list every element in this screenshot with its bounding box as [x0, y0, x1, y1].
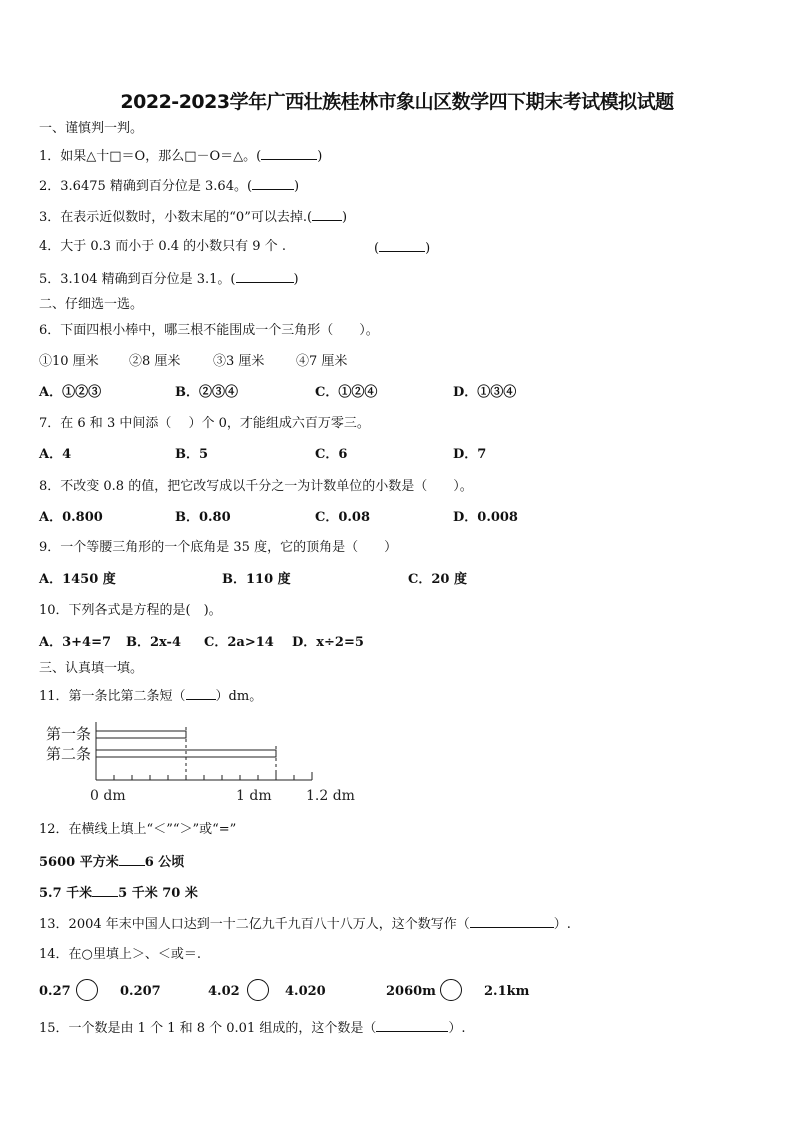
question-10: 10．下列各式是方程的是( )。 [39, 603, 222, 618]
stick-3: ③3 厘米 [213, 354, 265, 369]
q7-option-b[interactable]: B．5 [175, 447, 209, 462]
q14-pair-1-right: 0.207 [120, 984, 161, 999]
answer-blank[interactable] [92, 884, 118, 897]
question-11: 11．第一条比第二条短（ ）dm。 [39, 689, 263, 704]
question-13-text: 13．2004 年末中国人口达到一十二亿九千九百八十八万人，这个数写作（ [39, 917, 470, 932]
tick-label-one: 1 dm [236, 788, 272, 804]
page-title: 2022-2023学年广西壮族桂林市象山区数学四下期末考试模拟试题 [120, 91, 674, 113]
question-12: 12．在横线上填上“＜”“＞”或“=” [39, 822, 237, 837]
question-5-text: 5．3.104 精确到百分位是 3.1。( [39, 272, 236, 287]
question-3-text: 3．在表示近似数时，小数末尾的“0”可以去掉.( [39, 210, 313, 225]
q9-option-a[interactable]: A．1450 度 [39, 572, 116, 587]
answer-blank[interactable] [312, 208, 342, 221]
first-bar [96, 731, 186, 738]
answer-blank[interactable] [236, 270, 294, 283]
section-heading-3: 三、认真填一填。 [39, 661, 144, 676]
question-15-text: 15．一个数是由 1 个 1 和 8 个 0.01 组成的，这个数是（ [39, 1021, 377, 1036]
q8-option-b[interactable]: B．0.80 [175, 510, 231, 525]
question-9: 9．一个等腰三角形的一个底角是 35 度，它的顶角是（ ） [39, 540, 398, 555]
q14-pair-3-right: 2.1km [484, 984, 530, 999]
q6-option-d[interactable]: D．①③④ [453, 385, 517, 400]
q7-option-c[interactable]: C．6 [315, 447, 348, 462]
question-15: 15．一个数是由 1 个 1 和 8 个 0.01 组成的，这个数是（ ）. [39, 1021, 466, 1036]
answer-blank[interactable] [186, 687, 216, 700]
question-8: 8．不改变 0.8 的值，把它改写成以千分之一为计数单位的小数是（ ）。 [39, 479, 473, 494]
tick-label-zero: 0 dm [90, 788, 126, 804]
q10-option-d[interactable]: D．x÷2=5 [292, 635, 364, 650]
question-3: 3．在表示近似数时，小数末尾的“0”可以去掉.( ) [39, 210, 348, 225]
answer-blank[interactable] [470, 915, 554, 928]
question-2-text: 2．3.6475 精确到百分位是 3.64。( [39, 179, 253, 194]
question-7: 7．在 6 和 3 中间添（ ）个 0，才能组成六百万零三。 [39, 416, 370, 431]
q7-option-d[interactable]: D．7 [453, 447, 487, 462]
length-comparison-figure [40, 718, 355, 808]
section-heading-1: 一、谨慎判一判。 [39, 121, 144, 136]
q9-option-b[interactable]: B．110 度 [222, 572, 291, 587]
q8-option-a[interactable]: A．0.800 [39, 510, 103, 525]
question-4 [39, 239, 286, 255]
q10-option-a[interactable]: A．3+4=7 [39, 635, 112, 650]
label-second-bar: 第二条 [46, 745, 92, 763]
label-first-bar: 第一条 [46, 725, 92, 743]
q7-option-a[interactable]: A．4 [39, 447, 72, 462]
question-14: 14．在○里填上＞、＜或＝. [39, 947, 202, 962]
compare-circle-3[interactable] [440, 979, 462, 1001]
question-13: 13．2004 年末中国人口达到一十二亿九千九百八十八万人，这个数写作（ ）. [39, 917, 571, 932]
tick-label-end: 1.2 dm [306, 788, 355, 804]
answer-blank[interactable] [261, 147, 317, 160]
question-5: 5．3.104 精确到百分位是 3.1。( ) [39, 272, 299, 287]
compare-circle-1[interactable] [76, 979, 98, 1001]
q10-option-c[interactable]: C．2a>14 [204, 635, 274, 650]
q14-pair-1-left: 0.27 [39, 984, 71, 999]
q9-option-c[interactable]: C．20 度 [408, 572, 467, 587]
q12-line-2: 5.7 千米 5 千米 70 米 [39, 886, 198, 901]
question-6: 6．下面四根小棒中，哪三根不能围成一个三角形（ ）。 [39, 323, 379, 338]
q6-option-b[interactable]: B．②③④ [175, 385, 238, 400]
section-heading-2: 二、仔细选一选。 [39, 297, 144, 312]
q8-option-d[interactable]: D．0.008 [453, 510, 518, 525]
question-4-answer: ( ) [374, 241, 431, 256]
compare-circle-2[interactable] [247, 979, 269, 1001]
answer-blank[interactable] [252, 177, 294, 190]
answer-blank[interactable] [119, 853, 145, 866]
q14-pair-2-right: 4.020 [285, 984, 326, 999]
answer-blank[interactable] [376, 1019, 448, 1032]
q6-option-c[interactable]: C．①②④ [315, 385, 378, 400]
q12-line-1: 5600 平方米 6 公顷 [39, 855, 185, 870]
q14-pair-2-left: 4.02 [208, 984, 240, 999]
question-4-text: 4．大于 0.3 而小于 0.4 的小数只有 9 个 . [39, 239, 286, 254]
question-11-text: 11．第一条比第二条短（ [39, 689, 186, 704]
q14-pair-3-left: 2060m [386, 984, 436, 999]
q6-option-a[interactable]: A．①②③ [39, 385, 102, 400]
q10-option-b[interactable]: B．2x-4 [126, 635, 181, 650]
question-1-text: 1．如果△十□＝O，那么□－O＝△。( [39, 149, 262, 164]
question-1: 1．如果△十□＝O，那么□－O＝△。( ) [39, 149, 323, 164]
stick-1: ①10 厘米 [39, 354, 99, 369]
stick-4: ④7 厘米 [296, 354, 348, 369]
q8-option-c[interactable]: C．0.08 [315, 510, 371, 525]
answer-blank[interactable] [379, 239, 425, 252]
question-2: 2．3.6475 精确到百分位是 3.64。( ) [39, 179, 300, 194]
stick-2: ②8 厘米 [129, 354, 181, 369]
